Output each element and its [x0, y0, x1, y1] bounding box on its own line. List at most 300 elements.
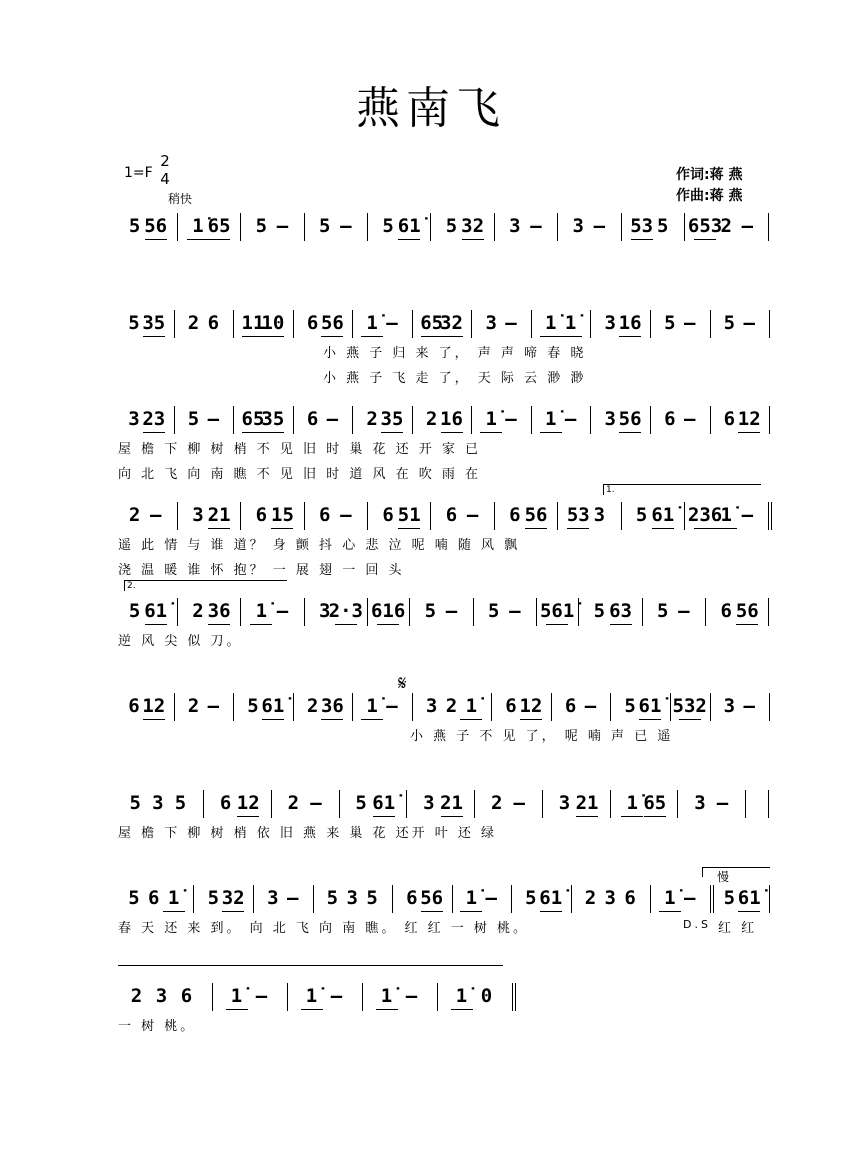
underline-beam: [163, 911, 185, 912]
note: 6: [445, 504, 458, 526]
note: 6: [219, 792, 232, 814]
underline-beam: [520, 719, 542, 720]
note: 5: [424, 600, 437, 622]
note: –: [445, 600, 458, 622]
note: 21: [440, 792, 463, 814]
lyrics-verse-1: 屋 檐 下 柳 树 梢 依 旧 燕 来 巢 花 还开 叶 还 绿: [118, 826, 497, 841]
bar-line: [240, 598, 241, 626]
note: –: [741, 504, 754, 526]
bar-line: [293, 310, 294, 338]
bar-line: [412, 693, 413, 721]
underline-beam: [560, 336, 582, 337]
note: 3: [604, 408, 617, 430]
note: 6: [564, 695, 577, 717]
note: 23: [142, 408, 166, 430]
underline-beam: [738, 911, 760, 912]
note: 2: [445, 695, 458, 717]
note: 616: [370, 600, 406, 622]
note: 5: [525, 887, 537, 909]
bar-line: [677, 790, 678, 818]
note: 1̇: [167, 887, 180, 909]
notes-line: [118, 792, 778, 816]
note: 11: [241, 312, 265, 334]
note: –: [743, 695, 755, 717]
note: 65: [241, 408, 265, 430]
underline-beam: [335, 624, 357, 625]
bar-line: [293, 406, 294, 434]
bar-line: [710, 406, 711, 434]
notes-line: [118, 695, 778, 719]
note: 1̇: [626, 792, 638, 814]
underline-beam: [460, 719, 482, 720]
underline-beam: [271, 528, 293, 529]
note: –: [276, 600, 289, 622]
note: –: [683, 312, 696, 334]
note: 51: [397, 504, 421, 526]
underline-beam: [143, 719, 165, 720]
underline-beam: [546, 624, 568, 625]
bar-line: [710, 310, 711, 338]
bar-line: [304, 213, 305, 241]
note: –: [716, 792, 729, 814]
note: 5: [624, 695, 636, 717]
page-title: 燕南飞: [356, 83, 506, 134]
bar-line: [769, 406, 770, 434]
note: –: [340, 215, 352, 237]
bar-line: [474, 790, 475, 818]
underline-beam: [694, 239, 716, 240]
note: –: [683, 408, 696, 430]
bar-line: [367, 213, 368, 241]
bar-line: [768, 213, 769, 241]
note: 1̇: [380, 985, 393, 1007]
note: 61̇: [372, 792, 396, 814]
note: 6: [720, 600, 732, 622]
composer-credit: 作曲:蒋 燕: [676, 188, 743, 204]
underline-beam: [398, 239, 420, 240]
note: –: [678, 600, 690, 622]
underline-beam: [441, 336, 463, 337]
note: 56: [735, 600, 759, 622]
bar-line: [406, 790, 407, 818]
bar-line: [590, 310, 591, 338]
note: 61̇: [651, 504, 675, 526]
note: –: [466, 504, 479, 526]
bar-line: [531, 310, 532, 338]
underline-beam: [250, 624, 272, 625]
note: –: [255, 985, 268, 1007]
note: 5: [382, 215, 394, 237]
phrase-line: [118, 965, 503, 966]
note: 32: [461, 215, 485, 237]
note: 5: [128, 312, 140, 334]
note: 12: [519, 695, 543, 717]
note: –: [513, 792, 525, 814]
note: 3: [572, 215, 584, 237]
note: 5: [723, 312, 736, 334]
note: 6: [406, 887, 418, 909]
note: –: [505, 312, 517, 334]
bar-line: [684, 502, 685, 530]
bar-line: [352, 693, 353, 721]
underline-beam: [208, 624, 230, 625]
ritardando-mark: 慢: [702, 867, 770, 877]
bar-line: [536, 598, 537, 626]
note: 2: [187, 695, 200, 717]
note: –: [584, 695, 597, 717]
note: 5: [187, 408, 200, 430]
note: 6: [306, 408, 319, 430]
underline-beam: [480, 432, 502, 433]
note: 2: [192, 600, 204, 622]
note: 3: [128, 408, 140, 430]
bar-line: [670, 693, 671, 721]
bar-line: [650, 885, 651, 913]
note: 5: [326, 887, 339, 909]
note: 1̇: [192, 215, 204, 237]
bar-line: [745, 790, 746, 818]
note: 5: [207, 887, 220, 909]
note: 2: [128, 504, 141, 526]
bar-line: [293, 693, 294, 721]
note: 6: [318, 504, 331, 526]
note: –: [276, 215, 289, 237]
note: 3: [155, 985, 168, 1007]
note: 6: [255, 504, 268, 526]
note: 3: [593, 504, 606, 526]
note: 1̇: [664, 887, 676, 909]
note: 56: [618, 408, 642, 430]
note: 16: [440, 408, 463, 430]
underline-beam: [143, 336, 165, 337]
note: 561̇: [539, 600, 575, 622]
underline-beam: [441, 816, 463, 817]
bar-line: [621, 213, 622, 241]
note: 36: [207, 600, 231, 622]
bar-line: [578, 598, 579, 626]
note: 3: [723, 695, 736, 717]
underline-beam: [540, 336, 562, 337]
note: 5: [255, 215, 268, 237]
note: 1̇: [455, 985, 468, 1007]
note: 56: [420, 887, 444, 909]
bar-line: [621, 502, 622, 530]
note: 5: [318, 215, 331, 237]
note: 1̇: [485, 408, 497, 430]
note: 3: [425, 695, 438, 717]
underline-beam: [242, 336, 264, 337]
underline-beam: [222, 911, 244, 912]
lyrics-verse-1: 屋 檐 下 柳 树 梢 不 见 旧 时 巢 花 还 开 家 已: [118, 442, 481, 457]
underline-beam: [679, 719, 701, 720]
note: 5: [174, 792, 187, 814]
tempo-mark: 稍快: [168, 192, 193, 206]
note: 3: [604, 887, 617, 909]
note: –: [286, 887, 299, 909]
underline-beam: [644, 816, 666, 817]
note: 61̇: [144, 600, 168, 622]
note: 6: [207, 312, 220, 334]
note: 21: [207, 504, 231, 526]
first-ending-bracket: 1.: [603, 484, 761, 495]
note: 3: [485, 312, 497, 334]
lyrics-tail: 红 红: [718, 921, 758, 936]
note: 6: [624, 887, 636, 909]
note: 1̇: [305, 985, 318, 1007]
bar-line: [412, 310, 413, 338]
note: –: [386, 695, 398, 717]
note: –: [509, 600, 521, 622]
note: –: [149, 504, 162, 526]
note: 65: [643, 792, 667, 814]
underline-beam: [421, 911, 443, 912]
notes-line: [118, 408, 778, 432]
note: 1̇: [465, 887, 478, 909]
underline-beam: [525, 528, 547, 529]
time-signature: [158, 152, 172, 188]
note: 6: [664, 408, 676, 430]
note: 5: [445, 215, 458, 237]
note: 65: [207, 215, 231, 237]
note: 35: [380, 408, 404, 430]
underline-beam: [567, 528, 589, 529]
note: 3: [694, 792, 706, 814]
underline-beam: [736, 624, 758, 625]
underline-beam: [715, 528, 737, 529]
bar-line: [203, 790, 204, 818]
note: 3: [509, 215, 521, 237]
bar-line: [339, 790, 340, 818]
key-signature: 1=F: [124, 165, 153, 181]
bar-line: [253, 885, 254, 913]
bar-line: [471, 406, 472, 434]
second-ending-bracket: 2.: [124, 580, 287, 591]
note: –: [340, 504, 352, 526]
note: 3: [558, 792, 571, 814]
note: 36: [320, 695, 344, 717]
notes-line: [118, 312, 778, 336]
bar-line: [491, 693, 492, 721]
underline-beam: [208, 239, 230, 240]
note: 1̇: [366, 312, 378, 334]
note: –: [683, 887, 696, 909]
lyricist-credit: 作词:蒋 燕: [676, 167, 743, 183]
note: 5: [723, 887, 736, 909]
underline-beam: [321, 719, 343, 720]
bar-line: [352, 310, 353, 338]
bar-line: [240, 213, 241, 241]
bar-line: [174, 310, 175, 338]
underline-beam: [237, 816, 259, 817]
bar-line: [313, 885, 314, 913]
note: 1̇: [545, 312, 557, 334]
bar-line: [610, 790, 611, 818]
bar-line: [642, 598, 643, 626]
bar-line: [769, 885, 770, 913]
notes-line: [118, 985, 778, 1009]
underline-beam: [262, 432, 284, 433]
note: –: [530, 215, 542, 237]
note: 61̇: [539, 887, 563, 909]
note: 1̇: [230, 985, 243, 1007]
note: 236: [687, 504, 723, 526]
underline-beam: [226, 1009, 248, 1010]
bar-line: [362, 983, 363, 1011]
note: 32: [221, 887, 245, 909]
note: 2·3: [328, 600, 364, 622]
underline-beam: [694, 528, 716, 529]
bar-line: [769, 310, 770, 338]
bar-line: [590, 406, 591, 434]
note: –: [386, 312, 398, 334]
underline-beam: [376, 1009, 398, 1010]
note: 12: [236, 792, 260, 814]
note: 1̇: [720, 504, 732, 526]
underline-beam: [639, 719, 661, 720]
bar-line: [233, 693, 234, 721]
underline-beam: [301, 1009, 323, 1010]
note: 16: [618, 312, 642, 334]
notes-line: [118, 887, 778, 911]
time-top: 2: [160, 152, 170, 170]
bar-line: [233, 406, 234, 434]
bar-line: [177, 213, 178, 241]
bar-line: [551, 693, 552, 721]
note: –: [593, 215, 606, 237]
note: –: [741, 215, 754, 237]
note: 61̇: [261, 695, 285, 717]
bar-line: [177, 502, 178, 530]
bar-line: [430, 213, 431, 241]
note: 3: [152, 792, 164, 814]
note: 12: [142, 695, 166, 717]
underline-beam: [208, 528, 230, 529]
bar-line: [233, 310, 234, 338]
note: 3: [423, 792, 435, 814]
note: 6: [128, 695, 140, 717]
note: 3: [604, 312, 617, 334]
note: 2: [584, 887, 597, 909]
note: 53: [566, 504, 590, 526]
note: 5: [128, 215, 141, 237]
underline-beam: [619, 432, 641, 433]
bar-line: [571, 885, 572, 913]
note: –: [310, 792, 322, 814]
note: –: [485, 887, 497, 909]
note: 32: [440, 312, 463, 334]
note: 0: [480, 985, 493, 1007]
bar-line: [437, 983, 438, 1011]
bar-line: [212, 983, 213, 1011]
note: 15: [271, 504, 294, 526]
underline-beam: [262, 336, 284, 337]
bar-line: [768, 790, 769, 818]
note: 6: [148, 887, 160, 909]
bar-line: [174, 693, 175, 721]
note: 3: [267, 887, 279, 909]
bar-line: [174, 406, 175, 434]
note: 61̇: [638, 695, 662, 717]
note: 35: [142, 312, 166, 334]
underline-beam: [373, 816, 395, 817]
note: 5: [664, 312, 676, 334]
note: –: [207, 408, 220, 430]
note: 5: [593, 600, 606, 622]
bar-line: [769, 693, 770, 721]
note: 2: [306, 695, 319, 717]
underline-beam: [659, 911, 681, 912]
underline-beam: [621, 816, 643, 817]
note: 6: [505, 695, 517, 717]
note: 6: [382, 504, 394, 526]
bar-line: [768, 502, 776, 530]
note: –: [405, 985, 418, 1007]
bar-line: [287, 983, 288, 1011]
underline-beam: [361, 719, 383, 720]
note: 6: [306, 312, 319, 334]
note: –: [743, 312, 755, 334]
note: 5: [635, 504, 648, 526]
bar-line: [240, 502, 241, 530]
note: –: [330, 985, 343, 1007]
bar-line: [271, 790, 272, 818]
note: 63: [609, 600, 632, 622]
underline-beam: [187, 239, 209, 240]
underline-beam: [377, 624, 399, 625]
segno-sign: 𝄋: [398, 671, 410, 695]
note: 2: [720, 215, 732, 237]
bar-line: [409, 598, 410, 626]
underline-beam: [540, 911, 562, 912]
lyrics-verse-1: 遥 此 情 与 谁 道？ 身 颤 抖 心 悲 泣 呢 喃 随 风 飘: [118, 538, 521, 553]
note: 5: [657, 215, 669, 237]
note: 653: [687, 215, 723, 237]
lyrics-verse-2: 小 燕 子 飞 走 了， 天 际 云 渺 渺: [323, 371, 587, 386]
note: 56: [320, 312, 344, 334]
note: 1̇: [564, 312, 577, 334]
note: 3: [346, 887, 358, 909]
bar-line: [304, 502, 305, 530]
underline-beam: [576, 816, 598, 817]
note: 5: [129, 792, 142, 814]
underline-beam: [321, 336, 343, 337]
note: 2: [366, 408, 378, 430]
note: 5: [128, 887, 140, 909]
bar-line: [650, 406, 651, 434]
bar-line: [177, 598, 178, 626]
time-bottom: 4: [160, 170, 170, 188]
underline-beam: [381, 432, 403, 433]
bar-line: [392, 885, 393, 913]
underline-beam: [361, 336, 383, 337]
note: 2: [130, 985, 143, 1007]
bar-line: [430, 502, 431, 530]
underline-beam: [619, 336, 641, 337]
note: 56: [144, 215, 168, 237]
note: 6: [509, 504, 521, 526]
bar-line: [705, 598, 706, 626]
underline-beam: [398, 528, 420, 529]
bar-line: [494, 213, 495, 241]
lyrics-verse-1: 逆 风 尖 似 刀。: [118, 634, 243, 649]
bar-line: [684, 213, 685, 241]
note: 21: [575, 792, 599, 814]
bar-line: [452, 885, 453, 913]
bar-line: [710, 885, 718, 913]
bar-line: [367, 502, 368, 530]
underline-beam: [262, 719, 284, 720]
underline-beam: [652, 528, 674, 529]
